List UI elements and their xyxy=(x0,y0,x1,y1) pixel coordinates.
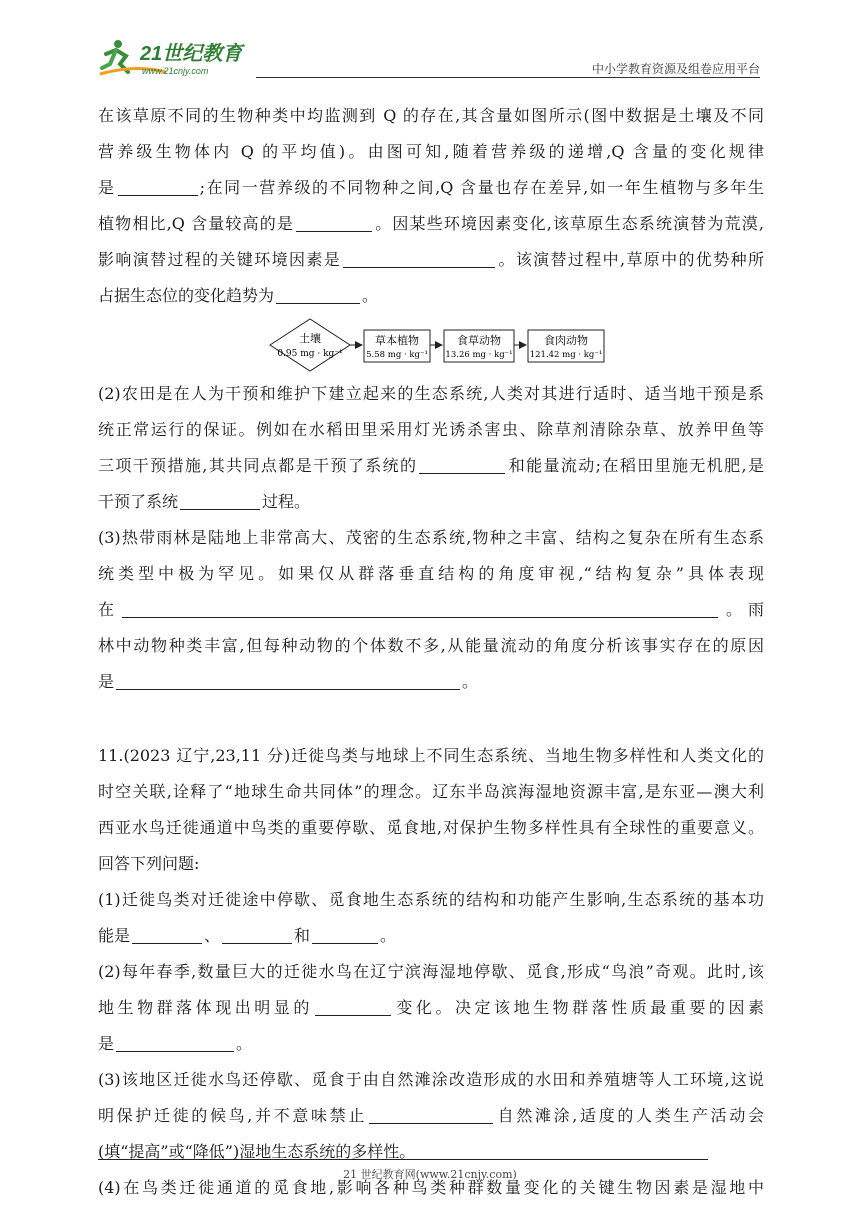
q10-part2-line: (2)农田是在人为干预和维护下建立起来的生态系统,人类对其进行适时、适当地干预是系 xyxy=(98,384,764,403)
footer-divider xyxy=(98,1159,708,1160)
q10-part2-line: 三项干预措施,其共同点都是干预了系统的 和能量流动;在稻田里施无机肥,是 xyxy=(98,456,764,475)
q10-part3-line: 林中动物种类丰富,但每种动物的个体数不多,从能量流动的角度分析该事实存在的原因 xyxy=(98,636,764,655)
q-content-diagram xyxy=(98,314,764,376)
herbivore-label: 食草动物 xyxy=(457,334,501,347)
answer-blank[interactable] xyxy=(312,925,378,944)
svg-text:www.21cnjy.com: www.21cnjy.com xyxy=(142,66,209,76)
q10-part2-line: 统正常运行的保证。例如在水稻田里采用灯光诱杀害虫、除草剂清除杂草、放养甲鱼等 xyxy=(98,420,764,439)
answer-blank[interactable] xyxy=(116,671,460,690)
q11-part1-line: (1)迁徙鸟类对迁徙途中停歇、觅食地生态系统的结构和功能产生影响,生态系统的基本功 xyxy=(98,890,764,909)
answer-blank[interactable] xyxy=(296,213,372,232)
answer-blank[interactable] xyxy=(222,925,292,944)
answer-blank[interactable] xyxy=(132,925,202,944)
q11-stem-line: 时空关联,诠释了“地球生命共同体”的理念。辽东半岛滨海湿地资源丰富,是东亚—澳大利 xyxy=(98,782,764,801)
q11-part1-line: 能是 、 和 。 xyxy=(98,926,397,945)
q10-part3-line: 统类型中极为罕见。如果仅从群落垂直结构的角度审视,“结构复杂”具体表现 xyxy=(98,564,764,583)
svg-text:21世纪教育: 21世纪教育 xyxy=(140,43,243,65)
site-logo xyxy=(96,34,256,78)
q10-part3-line: (3)热带雨林是陆地上非常高大、茂密的生态系统,物种之丰富、结构之复杂在所有生态系 xyxy=(98,528,764,547)
header-divider xyxy=(256,77,760,78)
q11-part4-line: (4)在鸟类迁徙通道的觅食地,影响各种鸟类种群数量变化的关键生物因素是湿地中 xyxy=(98,1178,764,1197)
carnivore-value: 121.42 mg · kg⁻¹ xyxy=(529,350,603,360)
answer-blank[interactable] xyxy=(116,1033,234,1052)
answer-blank[interactable] xyxy=(276,285,360,304)
q10-line: 是 ;在同一营养级的不同物种之间,Q 含量也存在差异,如一年生植物与多年生 xyxy=(98,178,764,197)
platform-name: 中小学教育资源及组卷应用平台 xyxy=(591,62,760,76)
page-footer: 21 世纪教育网(www.21cnjy.com) xyxy=(343,1168,517,1181)
q11-part2-line: 是 。 xyxy=(98,1034,253,1053)
soil-node xyxy=(270,319,350,371)
document-body xyxy=(98,98,764,1206)
q11-part2-line: 地生物群落体现出明显的 变化。决定该地生物群落性质最重要的因素 xyxy=(98,998,764,1017)
herbivore-value: 13.26 mg · kg⁻¹ xyxy=(445,350,513,360)
q-content-flow-svg xyxy=(98,314,764,376)
answer-blank[interactable] xyxy=(419,455,505,474)
soil-label: 土壤 xyxy=(299,332,321,345)
q10-line: 占据生态位的变化趋势为 。 xyxy=(98,286,379,305)
q10-line: 营养级生物体内 Q 的平均值)。由图可知,随着营养级的递增,Q 含量的变化规律 xyxy=(98,142,764,161)
q11-part2-line: (2)每年春季,数量巨大的迁徙水鸟在辽宁滨海湿地停歇、觅食,形成“鸟浪”奇观。此时,该 xyxy=(98,962,764,981)
q11-stem-line: 回答下列问题: xyxy=(98,854,200,873)
plant-label: 草本植物 xyxy=(375,334,419,347)
q11-part3-line: (3)该地区迁徙水鸟还停歇、觅食于由自然滩涂改造形成的水田和养殖塘等人工环境,这说 xyxy=(98,1070,764,1089)
q11-part3-line: (填“提高”或“降低”)湿地生态系统的多样性。 xyxy=(98,1142,416,1161)
q10-part3-line: 是 。 xyxy=(98,672,479,691)
carnivore-label: 食肉动物 xyxy=(544,334,588,347)
answer-blank[interactable] xyxy=(369,1105,493,1124)
plant-value: 5.58 mg · kg⁻¹ xyxy=(366,350,428,360)
answer-blank[interactable] xyxy=(315,997,391,1016)
soil-value: 0.95 mg · kg⁻¹ xyxy=(277,349,343,359)
q10-part2-line: 干预了系统 过程。 xyxy=(98,492,311,511)
page-header xyxy=(96,34,760,78)
q10-line: 在该草原不同的生物种类中均监测到 Q 的存在,其含量如图所示(图中数据是土壤及不同 xyxy=(98,106,764,125)
q11-stem-line: 11.(2023 辽宁,23,11 分)迁徙鸟类与地球上不同生态系统、当地生物多样性和人类文化的 xyxy=(98,746,764,765)
q10-line: 影响演替过程的关键环境因素是 。该演替过程中,草原中的优势种所 xyxy=(98,250,764,269)
answer-blank[interactable] xyxy=(118,177,198,196)
answer-blank[interactable] xyxy=(343,249,495,268)
q11-stem-line: 西亚水鸟迁徙通道中鸟类的重要停歇、觅食地,对保护生物多样性具有全球性的重要意义。 xyxy=(98,818,764,837)
answer-blank[interactable] xyxy=(180,491,260,510)
answer-blank[interactable] xyxy=(122,599,718,618)
q11-part3-line: 明保护迁徙的候鸟,并不意味禁止 自然滩涂,适度的人类生产活动会 xyxy=(98,1106,764,1125)
q10-line: 植物相比,Q 含量较高的是 。因某些环境因素变化,该草原生态系统演替为荒漠, xyxy=(98,214,764,233)
q10-part3-line: 在 。雨 xyxy=(98,600,764,619)
